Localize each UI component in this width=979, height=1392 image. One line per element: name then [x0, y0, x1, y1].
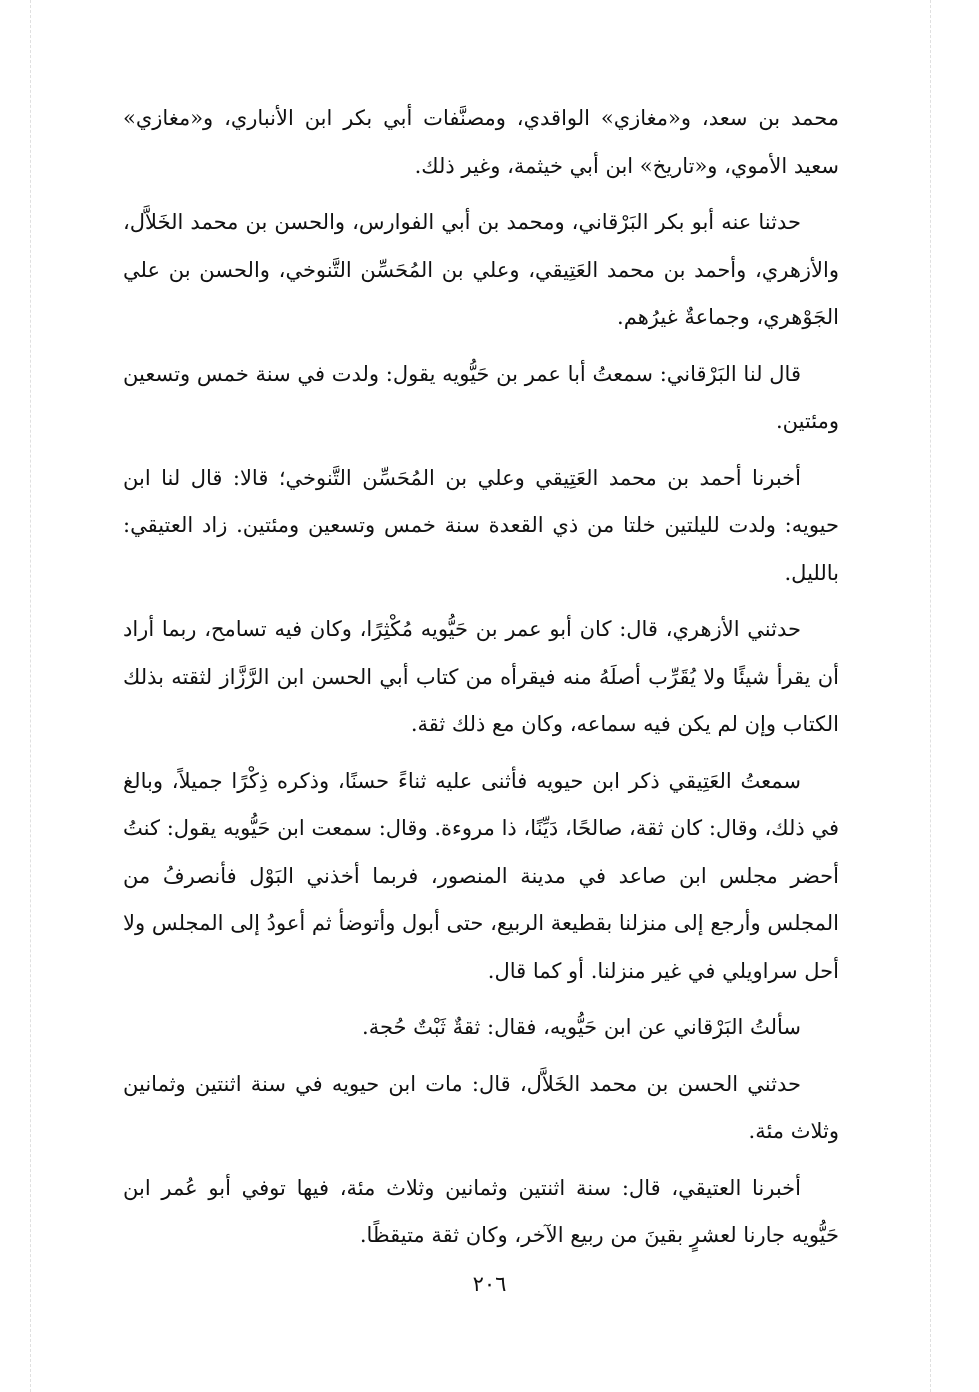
paragraph: سمعتُ العَتِيقي ذكر ابن حيويه فأثنى عليه ثناءً حسنًا، وذكره ذِكْرًا جميلاً، وبالغ في ذلك، وقال: كان ثقة، صالحًا، دَيِّنًا، ذا مروءة. وقال: سمعت ابن حَيُّويه يقول: كنتُ أحضر مجلس ابن صاعد في مدينة المنصور، فربما أخذني البَوْل فأنصرفُ من المجلس وأرجع إلى منزلنا بقطيعة الربيع، حتى أبول وأتوضأ ثم أعودُ إلى المجلس ولا أحل سراويلي في غير منزلنا. أو كما قال. — [123, 768, 839, 983]
paragraph: سألتُ البَرْقاني عن ابن حَيُّويه، فقال: ثقةٌ ثَبْتٌ حُجة. — [362, 1015, 801, 1039]
body-text — [123, 95, 839, 1269]
page-number: ٢٠٦ — [472, 1272, 507, 1296]
paragraph: قال لنا البَرْقاني: سمعتُ أبا عمر بن حَيُّويه يقول: ولدت في سنة خمس وتسعين ومئتين. — [123, 361, 839, 433]
paragraph: حدثني الحسن بن محمد الخَلاَّل، قال: مات ابن حيويه في سنة اثنتين وثمانين وثلاث مئة. — [123, 1071, 839, 1143]
scan-margin-line — [930, 0, 931, 1392]
paragraph: أخبرنا أحمد بن محمد العَتِيقي وعلي بن المُحَسِّن التَّنوخي؛ قالا: قال لنا ابن حيويه: ولدت لليلتين خلتا من ذي القعدة سنة خمس وتسعين ومئتين. زاد العتيقي: بالليل. — [123, 465, 839, 585]
paragraph: حدثني الأزهري، قال: كان أبو عمر بن حَيُّويه مُكْثِرًا، وكان فيه تسامح، ربما أراد أن يقرأ شيئًا ولا يُقَرِّب أصلَهُ منه فيقرأه من كتاب أبي الحسن ابن الرَّزَّاز لثقته بذلك الكتاب وإن لم يكن فيه سماعه، وكان مع ذلك ثقة. — [123, 617, 839, 736]
paragraph: حدثنا عنه أبو بكر البَرْقاني، ومحمد بن أبي الفوارس، والحسن بن محمد الخَلاَّل، والأزهري، وأحمد بن محمد العَتِيقي، وعلي بن المُحَسِّن التَّنوخي، والحسن بن علي الجَوْهري، وجماعةٌ غيرُهم. — [123, 210, 839, 329]
paragraph: أخبرنا العتيقي، قال: سنة اثنتين وثمانين وثلاث مئة، فيها توفي أبو عُمر ابن حَيُّويه جارنا لعشرٍ بقينَ من ربيع الآخر، وكان ثقة متيقظًا. — [123, 1175, 839, 1247]
scan-margin-line — [30, 0, 31, 1392]
paragraph: محمد بن سعد، و«مغازي» الواقدي، ومصنَّفات أبي بكر ابن الأنباري، و«مغازي» سعيد الأموي، و«تاريخ» ابن أبي خيثمة، وغير ذلك. — [123, 106, 839, 178]
